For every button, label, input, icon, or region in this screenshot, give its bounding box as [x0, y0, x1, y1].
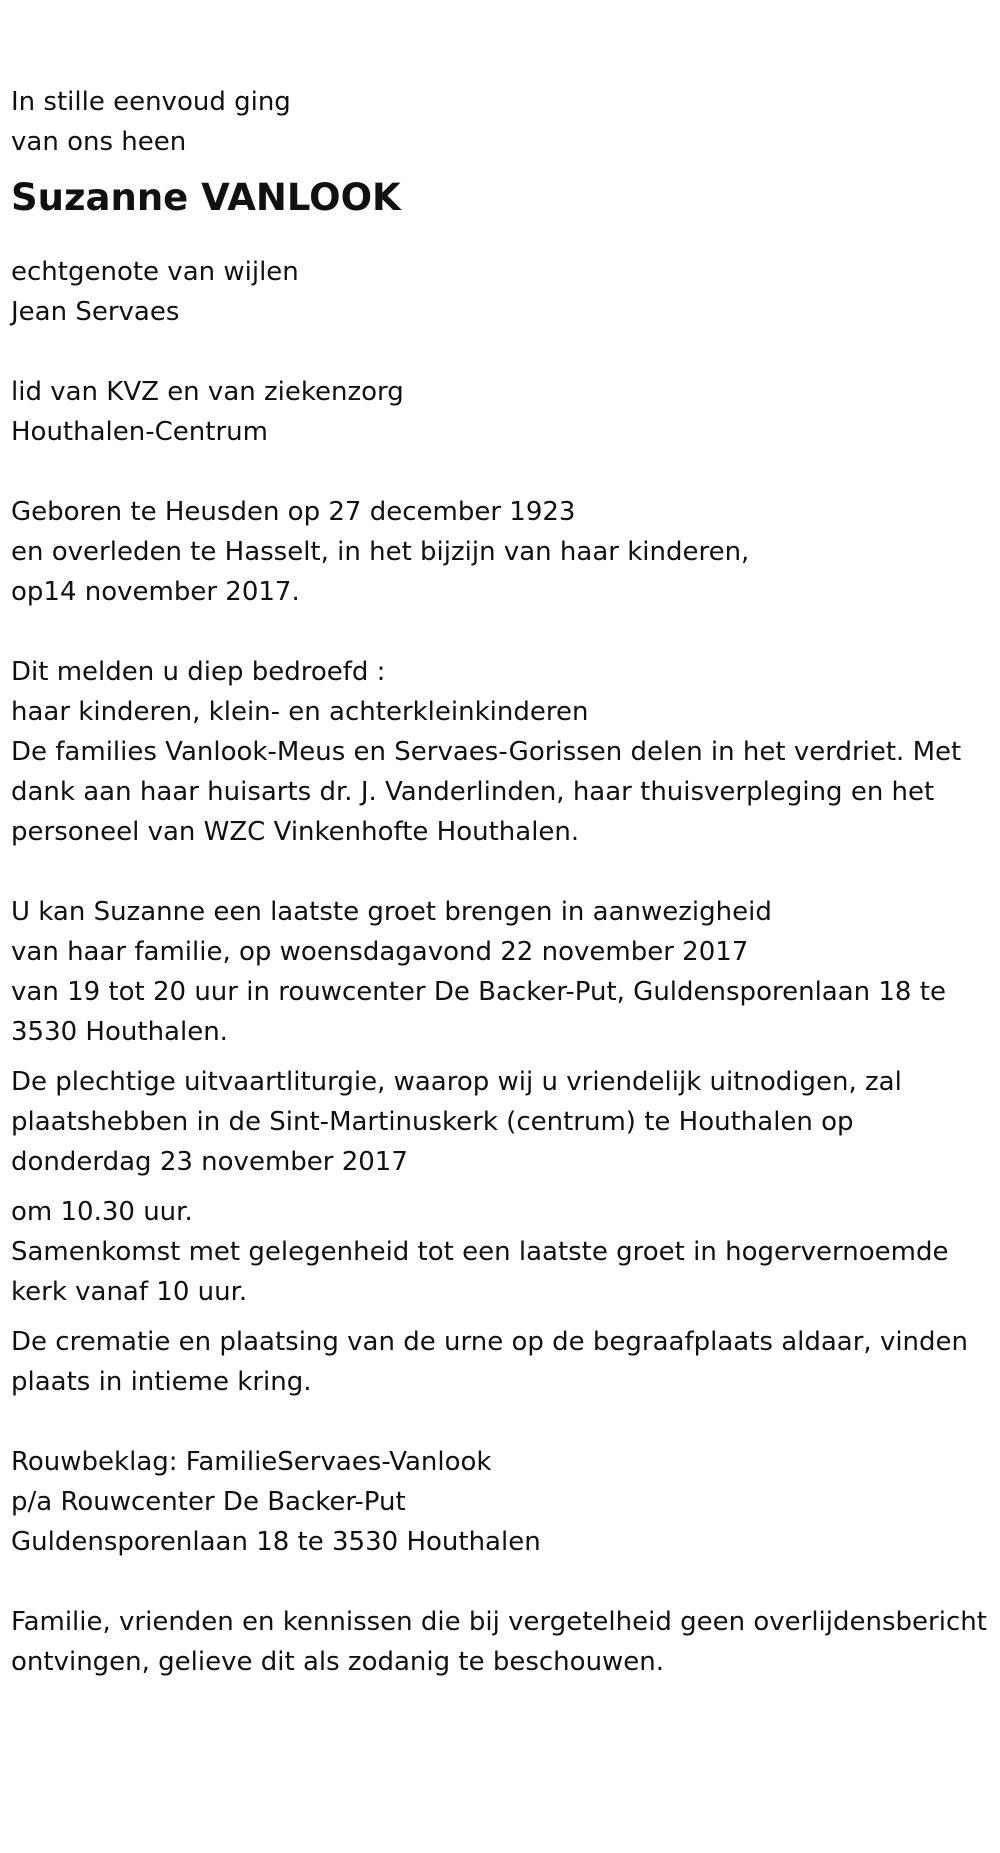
membership-line-2: Houthalen-Centrum [11, 417, 268, 447]
contact-section [11, 1442, 996, 1562]
intro-line-2: van ons heen [11, 127, 187, 157]
life-dates-section [11, 492, 996, 612]
spacer [11, 1412, 996, 1442]
ceremony-visitation: van 19 tot 20 uur in rouwcenter De Backer-Put, Guldensporenlaan 18 te 3530 Houthalen. [11, 977, 946, 1047]
membership-section [11, 372, 996, 452]
closing-note: Familie, vrienden en kennissen die bij vergetelheid geen overlijdensbericht ontvingen, gelieve dit als zodanig te beschouwen. [11, 1607, 987, 1677]
announcement-section [11, 652, 996, 852]
deceased-name: Suzanne VANLOOK [11, 176, 401, 219]
death-line: en overleden te Hasselt, in het bijzijn van haar kinderen, [11, 537, 750, 567]
spacer [11, 1572, 996, 1602]
announcement-thanks: De families Vanlook-Meus en Servaes-Gorissen delen in het verdriet. Met dank aan haar huisarts dr. J. Vanderlinden, haar thuisverpleging en het personeel van WZC Vinkenhofte Houthalen. [11, 737, 962, 847]
membership-line-1: lid van KVZ en van ziekenzorg [11, 377, 404, 407]
spacer [11, 622, 996, 652]
contact-line-3: Guldensporenlaan 18 te 3530 Houthalen [11, 1527, 541, 1557]
ceremony-gathering: Samenkomst met gelegenheid tot een laatste groet in hogervernoemde kerk vanaf 10 uur. [11, 1237, 949, 1307]
announcement-line-2: haar kinderen, klein- en achterkleinkinderen [11, 697, 589, 727]
ceremony-section [11, 892, 996, 1402]
ceremony-line-2: van haar familie, op woensdagavond 22 november 2017 [11, 937, 749, 967]
intro-line-1: In stille eenvoud ging [11, 87, 291, 117]
intro-section [11, 82, 996, 162]
spouse-line-2: Jean Servaes [11, 297, 180, 327]
birth-line: Geboren te Heusden op 27 december 1923 [11, 497, 576, 527]
spacer [11, 862, 996, 892]
spacer [11, 462, 996, 492]
death-date-line: op14 november 2017. [11, 577, 300, 607]
announcement-line-1: Dit melden u diep bedroefd : [11, 657, 386, 687]
spouse-section [11, 252, 996, 332]
ceremony-liturgy: De plechtige uitvaartliturgie, waarop wij u vriendelijk uitnodigen, zal plaatshebben in de Sint-Martinuskerk (centrum) te Houthalen op donderdag 23 november 2017 [11, 1067, 902, 1177]
spouse-line-1: echtgenote van wijlen [11, 257, 299, 287]
contact-line-2: p/a Rouwcenter De Backer-Put [11, 1487, 406, 1517]
ceremony-cremation: De crematie en plaatsing van de urne op de begraafplaats aldaar, vinden plaats in intieme kring. [11, 1327, 969, 1397]
ceremony-time: om 10.30 uur. [11, 1197, 193, 1227]
spacer [11, 342, 996, 372]
spacer [11, 222, 996, 252]
ceremony-line-1: U kan Suzanne een laatste groet brengen in aanwezigheid [11, 897, 772, 927]
contact-line-1: Rouwbeklag: FamilieServaes-Vanlook [11, 1447, 492, 1477]
obituary-document [11, 82, 996, 1692]
